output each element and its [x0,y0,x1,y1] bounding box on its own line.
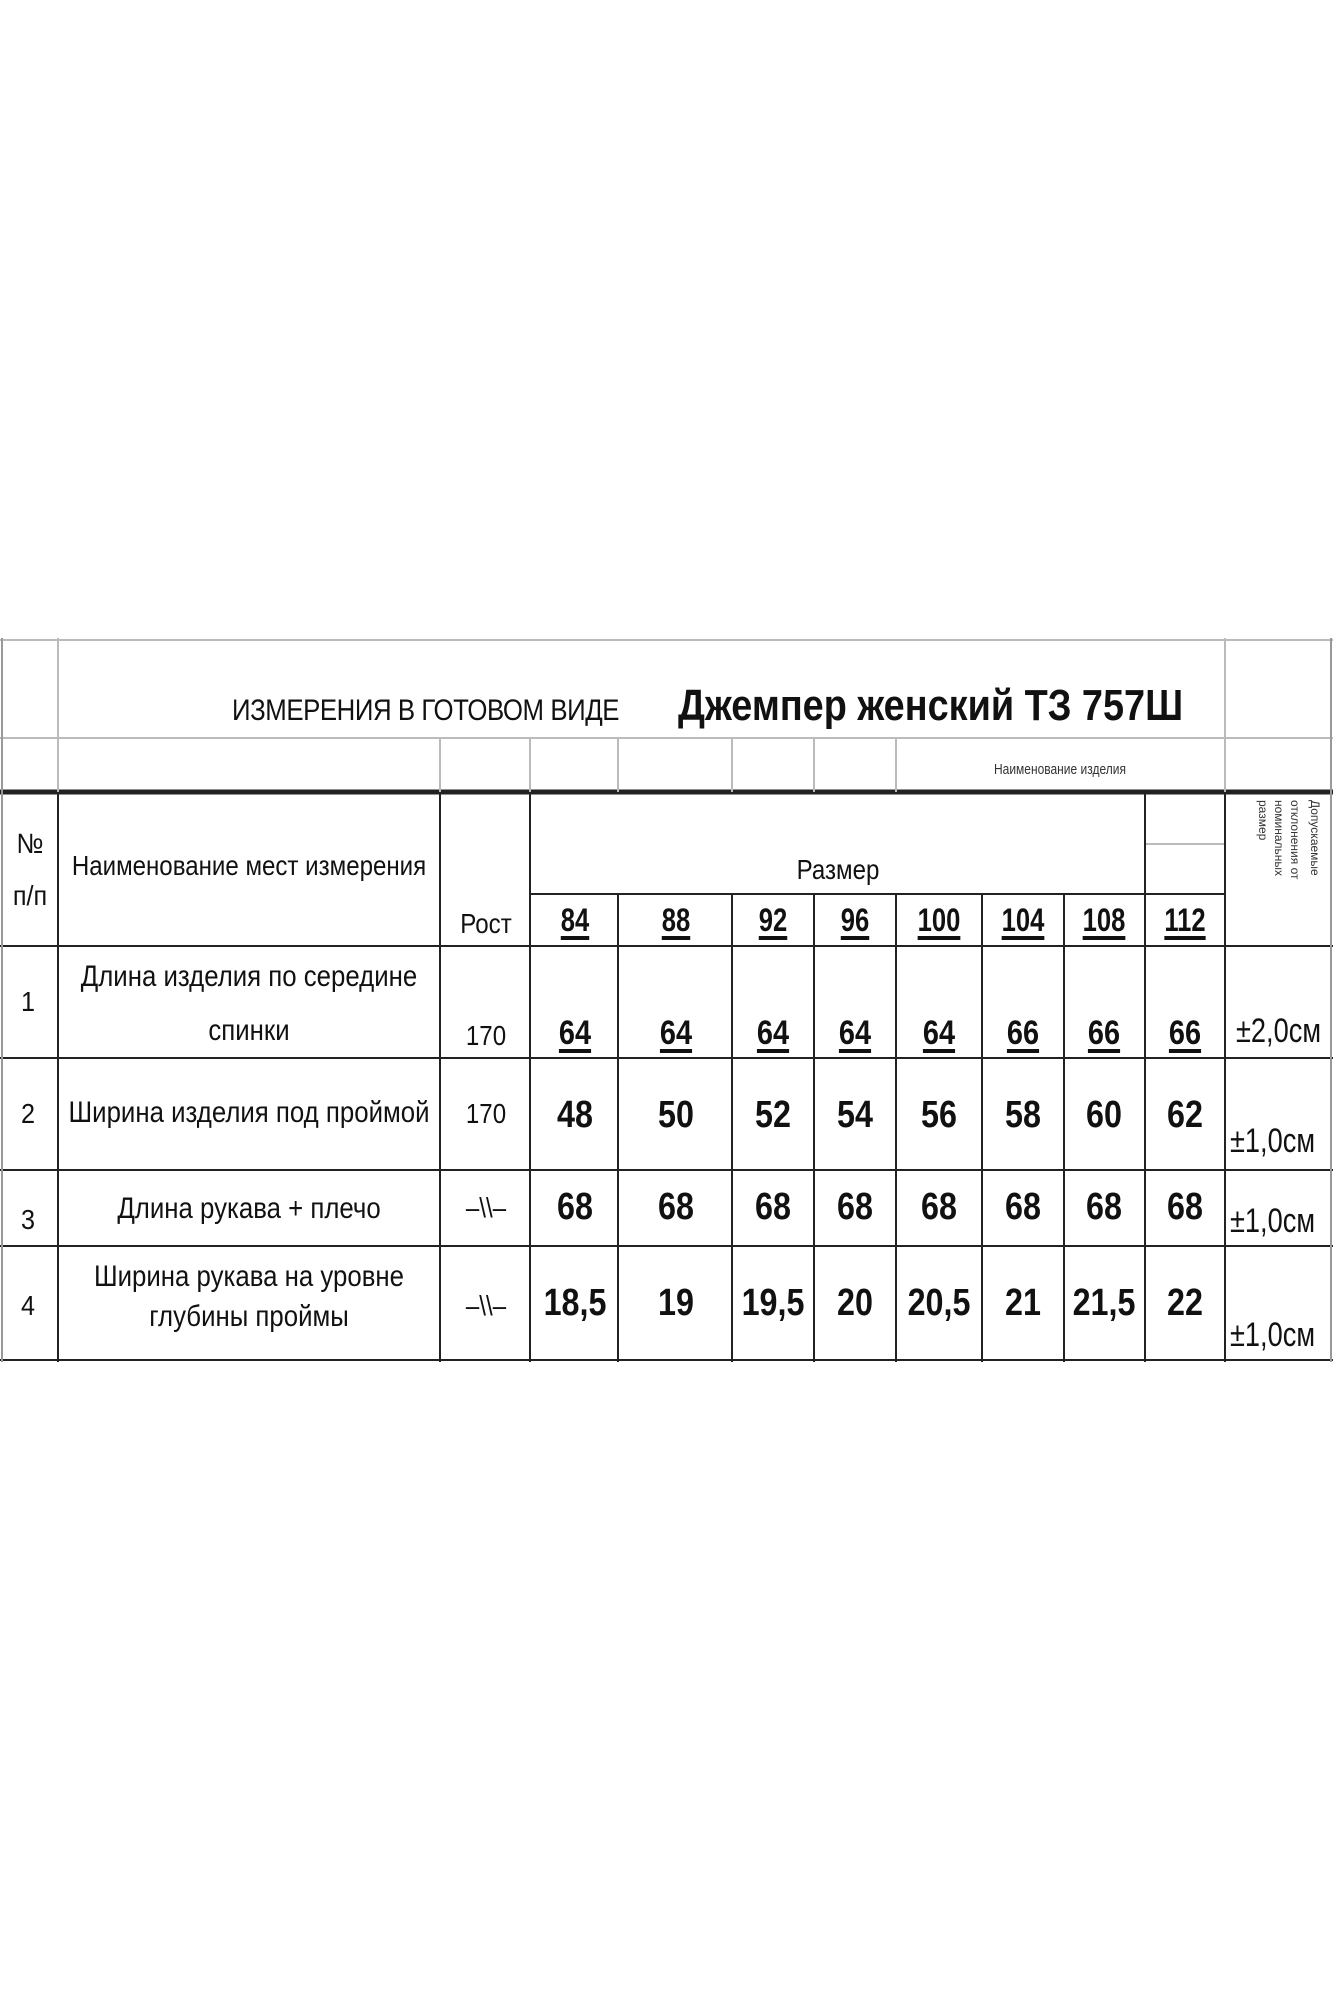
row-2-tolerance: ±1,0см [1230,1122,1316,1160]
size-92: 92 [758,902,788,938]
size-100: 100 [917,902,961,938]
row-3-value-84: 68 [557,1186,593,1228]
row-1-height: 170 [465,1020,507,1051]
row-3-number: 3 [20,1204,36,1235]
tolerance-column-header [1230,798,1332,932]
item-name-caption: Наименование изделия [994,761,1126,778]
row-3-value-92: 68 [755,1186,791,1228]
row-4-name-line2: глубины проймы [149,1300,349,1333]
row-2-value-104: 58 [1005,1094,1041,1136]
row-2-value-96: 54 [837,1094,873,1136]
table-grid [0,638,1333,1362]
number-header-line2: п/п [12,880,48,911]
row-4-value-104: 21 [1005,1282,1041,1324]
size-group-header: Размер [796,854,880,885]
row-4-value-100: 20,5 [907,1282,971,1324]
row-3-value-112: 68 [1167,1186,1203,1228]
row-2-height: 170 [465,1098,507,1129]
row-1-value-96: 64 [838,1014,872,1052]
number-header-line1: № [16,828,44,859]
row-1-value-92: 64 [756,1014,790,1052]
row-2-name-line1: Ширина изделия под проймой [68,1096,430,1129]
row-2-number: 2 [20,1098,36,1129]
row-1-tolerance: ±2,0см [1236,1012,1322,1050]
row-1-value-112: 66 [1168,1014,1202,1052]
row-3-tolerance: ±1,0см [1230,1202,1316,1240]
row-2-value-92: 52 [755,1094,791,1136]
row-4-value-96: 20 [837,1282,873,1324]
name-column-header: Наименование мест измерения [71,850,427,881]
measurement-table [0,638,1333,1362]
table-title-left: ИЗМЕРЕНИЯ В ГОТОВОМ ВИДЕ [232,694,620,727]
size-84: 84 [560,902,590,938]
row-1-number: 1 [20,986,36,1017]
row-2-value-100: 56 [921,1094,957,1136]
row-4-value-108: 21,5 [1072,1282,1136,1324]
tolerance-header-line3: номинальных [1272,800,1286,877]
row-1-value-104: 66 [1006,1014,1040,1052]
size-96: 96 [840,902,870,938]
row-3-height: –\\– [465,1192,507,1223]
row-1-value-100: 64 [922,1014,956,1052]
row-3-value-108: 68 [1086,1186,1122,1228]
row-3-value-96: 68 [837,1186,873,1228]
row-2-value-84: 48 [557,1094,593,1136]
size-88: 88 [661,902,691,938]
tolerance-header-line1: Допускаемые [1308,800,1322,876]
row-4-tolerance: ±1,0см [1230,1316,1316,1354]
row-1-name-line2: спинки [208,1014,290,1047]
row-4-number: 4 [20,1290,36,1321]
row-3-value-88: 68 [658,1186,694,1228]
product-title: Джемпер женский ТЗ 757Ш [678,681,1184,730]
row-2-value-112: 62 [1167,1094,1203,1136]
tolerance-header-line4: размер [1256,800,1270,841]
row-4-value-112: 22 [1167,1282,1203,1324]
row-1-value-108: 66 [1087,1014,1121,1052]
row-4-height: –\\– [465,1290,507,1321]
row-4-name-line1: Ширина рукава на уровне [93,1260,405,1293]
row-1-value-88: 64 [659,1014,693,1052]
size-112: 112 [1164,902,1206,938]
row-4-value-88: 19 [658,1282,694,1324]
size-104: 104 [1001,902,1045,938]
tolerance-header-line2: отклонения от [1288,800,1302,880]
row-1-name-line1: Длина изделия по середине [80,960,418,993]
height-column-header: Рост [460,908,512,939]
size-108: 108 [1082,902,1126,938]
row-3-name-line1: Длина рукава + плечо [117,1192,381,1225]
row-3-value-104: 68 [1005,1186,1041,1228]
row-2-value-108: 60 [1086,1094,1122,1136]
row-3-value-100: 68 [921,1186,957,1228]
row-4-value-84: 18,5 [543,1282,607,1324]
row-2-value-88: 50 [658,1094,694,1136]
row-4-value-92: 19,5 [741,1282,805,1324]
row-1-value-84: 64 [558,1014,592,1052]
